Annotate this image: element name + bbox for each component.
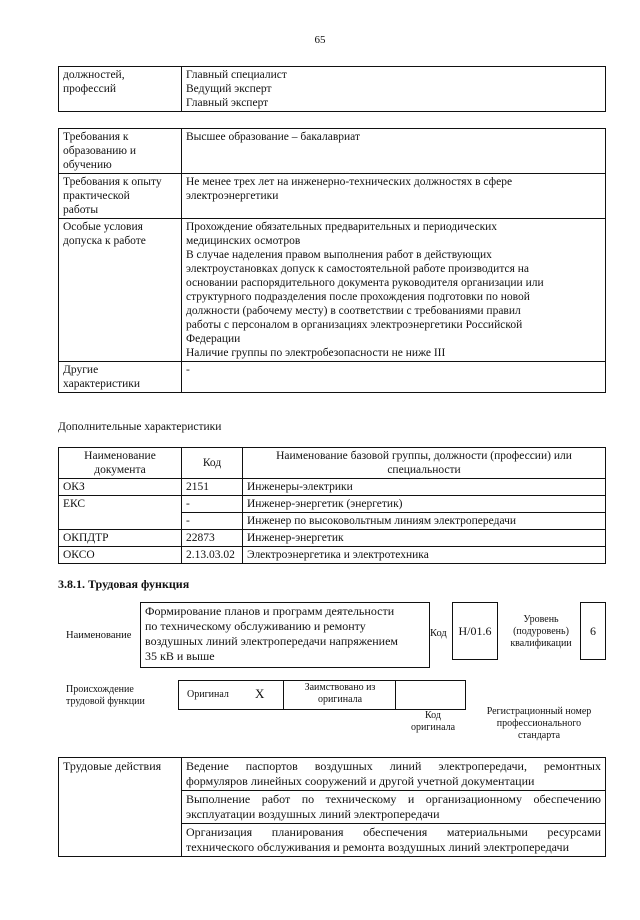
code-original-label: Код оригинала — [410, 710, 456, 733]
header-name: Наименование базовой группы, должности (профессии) или специальности — [243, 448, 606, 479]
code-cell: 2151 — [182, 479, 243, 496]
additional-table — [58, 447, 606, 564]
labor-actions-table — [58, 757, 606, 857]
borrowed-label: Заимствовано из оригинала — [304, 682, 376, 705]
requirements-table — [58, 128, 606, 393]
positions-table — [58, 66, 606, 112]
action-item: Организация планирования обеспечения материальными ресурсами технического обслуживания и ремонта воздушных линий электропередачи — [182, 824, 606, 857]
function-name-box: Формирование планов и программ деятельности по техническому обслуживанию и ремонту воздушных линий электропередачи напряжением 35 кВ и выше — [140, 602, 430, 668]
code-cell: - — [182, 496, 243, 513]
requirement-label: Особые условия допуска к работе — [59, 219, 182, 362]
registration-number-label: Регистрационный номер профессионального стандарта — [486, 706, 592, 741]
name-cell: Инженер-энергетик — [243, 530, 606, 547]
origin-label: Происхождение трудовой функции — [66, 684, 145, 707]
table-row — [59, 547, 606, 564]
position-item: Ведущий эксперт — [186, 83, 272, 95]
requirement-value: - — [182, 362, 606, 393]
requirement-row — [59, 174, 606, 219]
requirement-row — [59, 219, 606, 362]
name-cell: Инженер по высоковольтным линиям электропередачи — [243, 513, 606, 530]
position-item: Главный эксперт — [186, 97, 269, 109]
requirement-label: Другие характеристики — [59, 362, 182, 393]
header-code: Код — [182, 448, 243, 479]
table-row — [59, 758, 606, 791]
doc-cell: ОКПДТР — [59, 530, 182, 547]
table-row — [59, 479, 606, 496]
positions-label: должностей, профессий — [59, 67, 182, 112]
code-label: Код — [430, 628, 447, 639]
requirement-label: Требования к образованию и обучению — [59, 129, 182, 174]
code-cell: - — [182, 513, 243, 530]
table-row — [59, 530, 606, 547]
doc-cell: ОКСО — [59, 547, 182, 564]
requirement-value: Высшее образование – бакалавриат — [182, 129, 606, 174]
code-value-box — [452, 602, 498, 660]
requirement-row — [59, 129, 606, 174]
section-heading: 3.8.1. Трудовая функция — [58, 577, 190, 591]
additional-header-row — [59, 448, 606, 479]
name-cell: Инженеры-электрики — [243, 479, 606, 496]
position-item: Главный специалист — [186, 69, 287, 81]
divider — [395, 681, 396, 709]
additional-title: Дополнительные характеристики — [58, 421, 222, 433]
level-value-box — [580, 602, 606, 660]
actions-label: Трудовые действия — [59, 758, 182, 857]
page-number: 65 — [314, 34, 326, 46]
requirement-label: Требования к опыту практической работы — [59, 174, 182, 219]
positions-values — [182, 67, 606, 112]
requirement-row — [59, 362, 606, 393]
level-value: 6 — [590, 623, 596, 638]
name-cell: Электроэнергетика и электротехника — [243, 547, 606, 564]
table-row — [59, 496, 606, 513]
level-label: Уровень (подуровень) квалификации — [510, 614, 572, 649]
original-mark: X — [255, 686, 265, 701]
name-cell: Инженер-энергетик (энергетик) — [243, 496, 606, 513]
code-cell: 22873 — [182, 530, 243, 547]
action-item: Ведение паспортов воздушных линий электропередачи, ремонтных формуляров линейных сооружений и другой учетной документации — [182, 758, 606, 791]
function-name-label: Наименование — [66, 630, 132, 641]
divider — [283, 681, 284, 709]
action-item: Выполнение работ по техническому и организационному обеспечению эксплуатации воздушных линий электропередачи — [182, 791, 606, 824]
code-cell: 2.13.03.02 — [182, 547, 243, 564]
doc-cell: ОКЗ — [59, 479, 182, 496]
requirement-value: Прохождение обязательных предварительных и периодических медицинских осмотров В случае наделения правом выполнения работ в действующих электроустановках допуск к самостоятельной работе производится на основании распорядительного документа руководителя организации или структурного подразделения после прохождения подготовки по новой должности (рабочему месту) в соответствии с требованиями правил работы с персоналом в организациях электроэнергетики Российской Федерации Наличие группы по электробезопасности не ниже III — [182, 219, 606, 362]
requirement-value: Не менее трех лет на инженерно-технических должностях в сфере электроэнергетики — [182, 174, 606, 219]
doc-cell: ЕКС — [59, 496, 182, 530]
header-document: Наименование документа — [59, 448, 182, 479]
code-value: Н/01.6 — [458, 623, 492, 638]
origin-row — [178, 680, 466, 710]
original-label: Оригинал — [187, 689, 229, 700]
